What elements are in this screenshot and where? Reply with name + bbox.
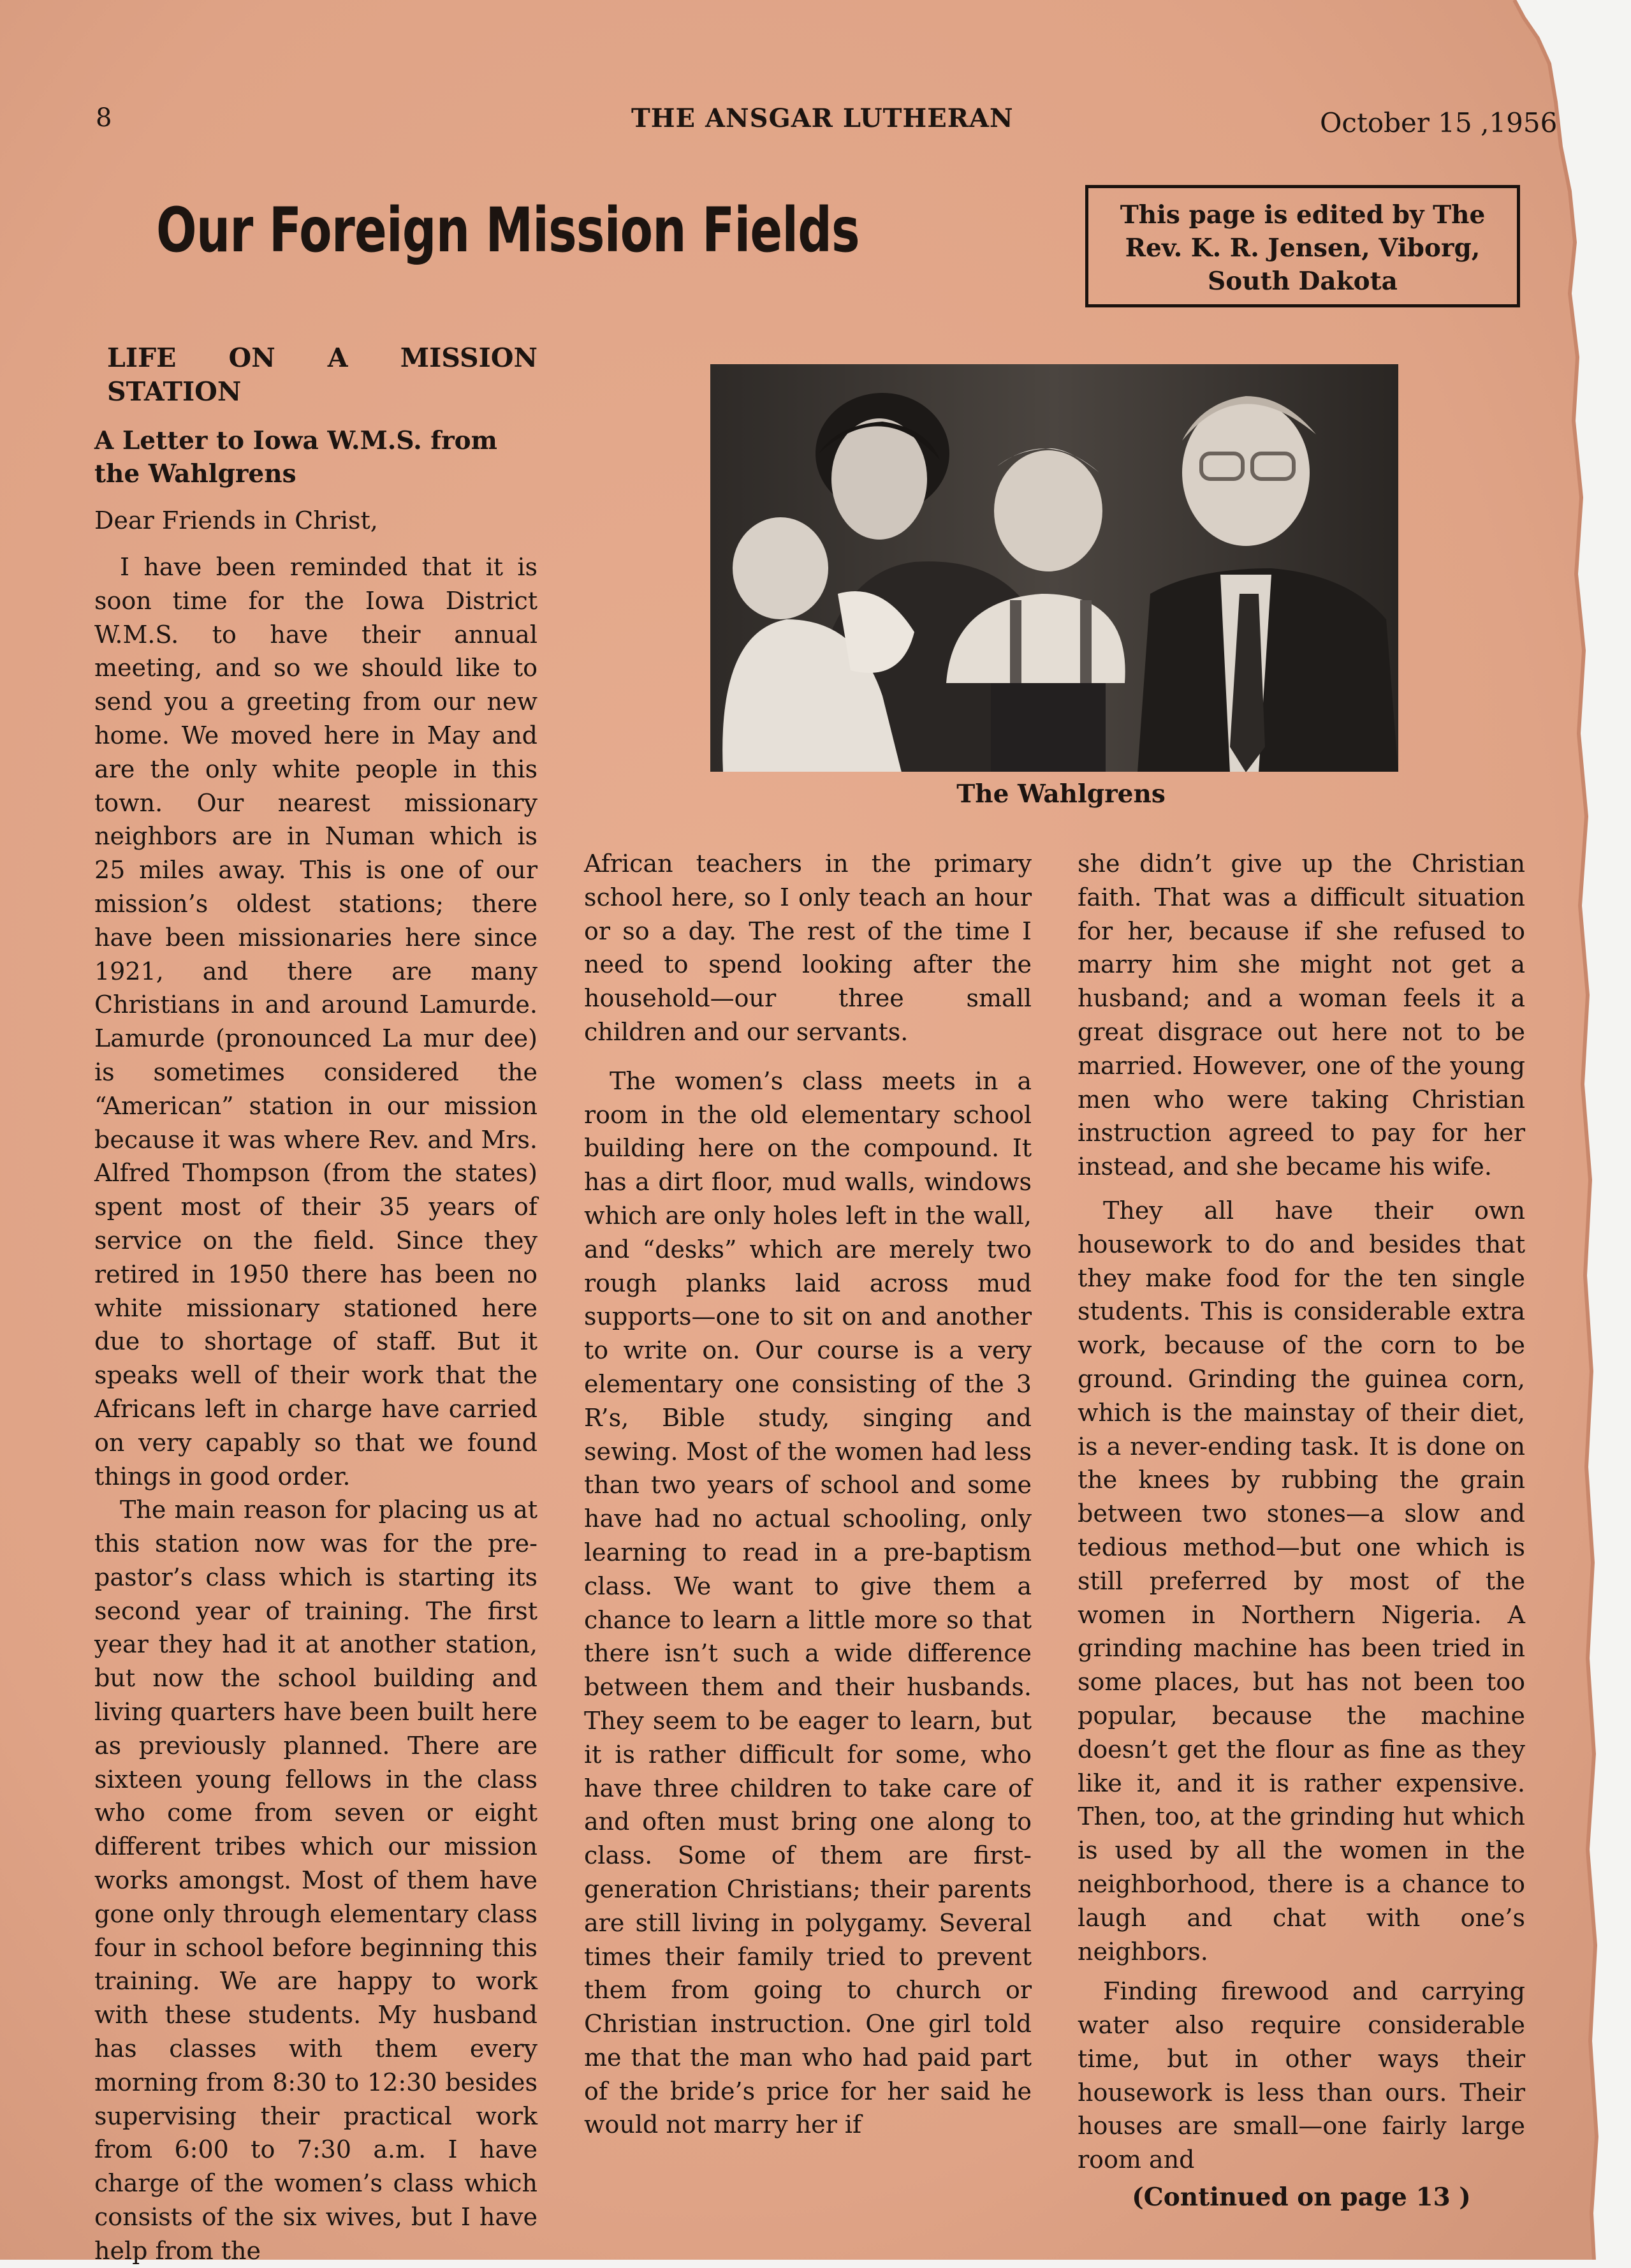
section-title: Our Foreign Mission Fields	[156, 195, 859, 266]
article-heading: LIFE ON A MISSION STATION	[107, 342, 538, 407]
editor-note-line: Rev. K. R. Jensen, Viborg,	[1125, 233, 1481, 263]
newspaper-name: THE ANSGAR LUTHERAN	[631, 103, 1014, 133]
family-photo-image	[710, 364, 1398, 772]
paragraph: They all have their own housework to do and besides that they make food for the ten single students. This is considerable extra work, because of the corn to be ground. Grinding the guinea corn, which is the mainstay of their diet, is a never-ending task. It is done on the knees by rubbing the grain between two stones—a slow and tedious method—but one which is still preferred by most of the women in Northern Nigeria. A grinding machine has been tried in some places, but has not been too popular, because the machine doesn’t get the flour as fine as they like it, and it is rather expensive. Then, too, at the grinding hut which is used by all the women in the neighborhood, there is a chance to laugh and chat with one’s neighbors.	[1078, 1196, 1525, 1966]
paragraph: I have been reminded that it is soon time for the Iowa District W.M.S. to have their annual meeting, and so we should like to send you a greeting from our new home. We moved here in May and are the only white people in this town. Our nearest missionary neighbors are in Numan which is 25 miles away. This is one of our mission’s oldest stations; there have been missionaries here since 1921, and there are many Christians in and around Lamurde. Lamurde (pronounced La mur dee) is sometimes considered the “American” station in our mission because it was where Rev. and Mrs. Alfred Thompson (from the states) spent most of their 35 years of service on the field. Since they retired in 1950 there has been no white missionary stationed here due to shortage of staff. But it speaks well of their work that the Africans left in charge have carried on very capably so that we found things in good order.	[94, 552, 538, 1491]
photo-caption: The Wahlgrens	[956, 779, 1166, 809]
editor-note-box	[1085, 185, 1520, 307]
page-number: 8	[96, 103, 112, 133]
article-column-3	[1078, 847, 1525, 2214]
editor-note-line: South Dakota	[1208, 267, 1398, 296]
paragraph: African teachers in the primary school here, so I only teach an hour or so a day. The rest of the time I need to spend looking after the household—our three small children and our servants.	[584, 850, 1032, 1046]
paragraph: The women’s class meets in a room in the old elementary school building here on the compound. It has a dirt floor, mud walls, windows which are only holes left in the wall, and “desks” which are merely two rough planks laid across mud supports—one to sit on and another to write on. Our course is a very elementary one consisting of the 3 R’s, Bible study, singing and sewing. Most of the women had less than two years of school and some have had no actual schooling, only learning to read in a pre-baptism class. We want to give them a chance to learn a little more so that there isn’t such a wide difference between them and their husbands. They seem to be eager to learn, but it is rather difficult for some, who have three children to take care of and often must bring one along to class. Some of them are first-generation Christians; their parents are still living in polygamy. Several times their family tried to prevent them from going to church or Christian instruction. One girl told me that the man who had paid part of the bride’s price for her said he would not marry her if	[584, 1066, 1032, 2139]
paragraph: The main reason for placing us at this station now was for the pre-pastor’s class which is starting its second year of training. The first year they had it at another station, but now the school building and living quarters have been built here as previously planned. There are sixteen young fellows in the class who come from seven or eight different tribes which our mission works amongst. Most of them have gone only through elementary class four in school before beginning this training. We are happy to work with these students. My husband has classes with them every morning from 8:30 to 12:30 besides supervising their practical work from 6:00 to 7:30 a.m. I have charge of the women’s class which consists of the six wives, but I have help from the	[94, 1496, 538, 2265]
editor-note-line: This page is edited by The	[1120, 200, 1486, 230]
continued-note: (Continued on page 13 )	[1132, 2183, 1471, 2213]
salutation: Dear Friends in Christ,	[94, 506, 378, 535]
article-subheading: A Letter to Iowa W.M.S. from the Wahlgrens	[94, 425, 497, 489]
paragraph: she didn’t give up the Christian faith. That was a difficult situation for her, because if she refused to marry him she might not get a husband; and a woman feels it a great disgrace out here not to be married. However, one of the young men who were taking Christian instruction agreed to pay for her instead, and she became his wife.	[1078, 850, 1525, 1181]
family-photo	[710, 364, 1398, 772]
issue-date: October 15 ,1956	[1320, 107, 1558, 138]
article-column-2	[584, 847, 1032, 2142]
paragraph: Finding firewood and carrying water also require considerable time, but in other ways their housework is less than ours. Their houses are small—one fairly large room and	[1078, 1977, 1525, 2174]
article-column-1	[94, 341, 538, 2268]
